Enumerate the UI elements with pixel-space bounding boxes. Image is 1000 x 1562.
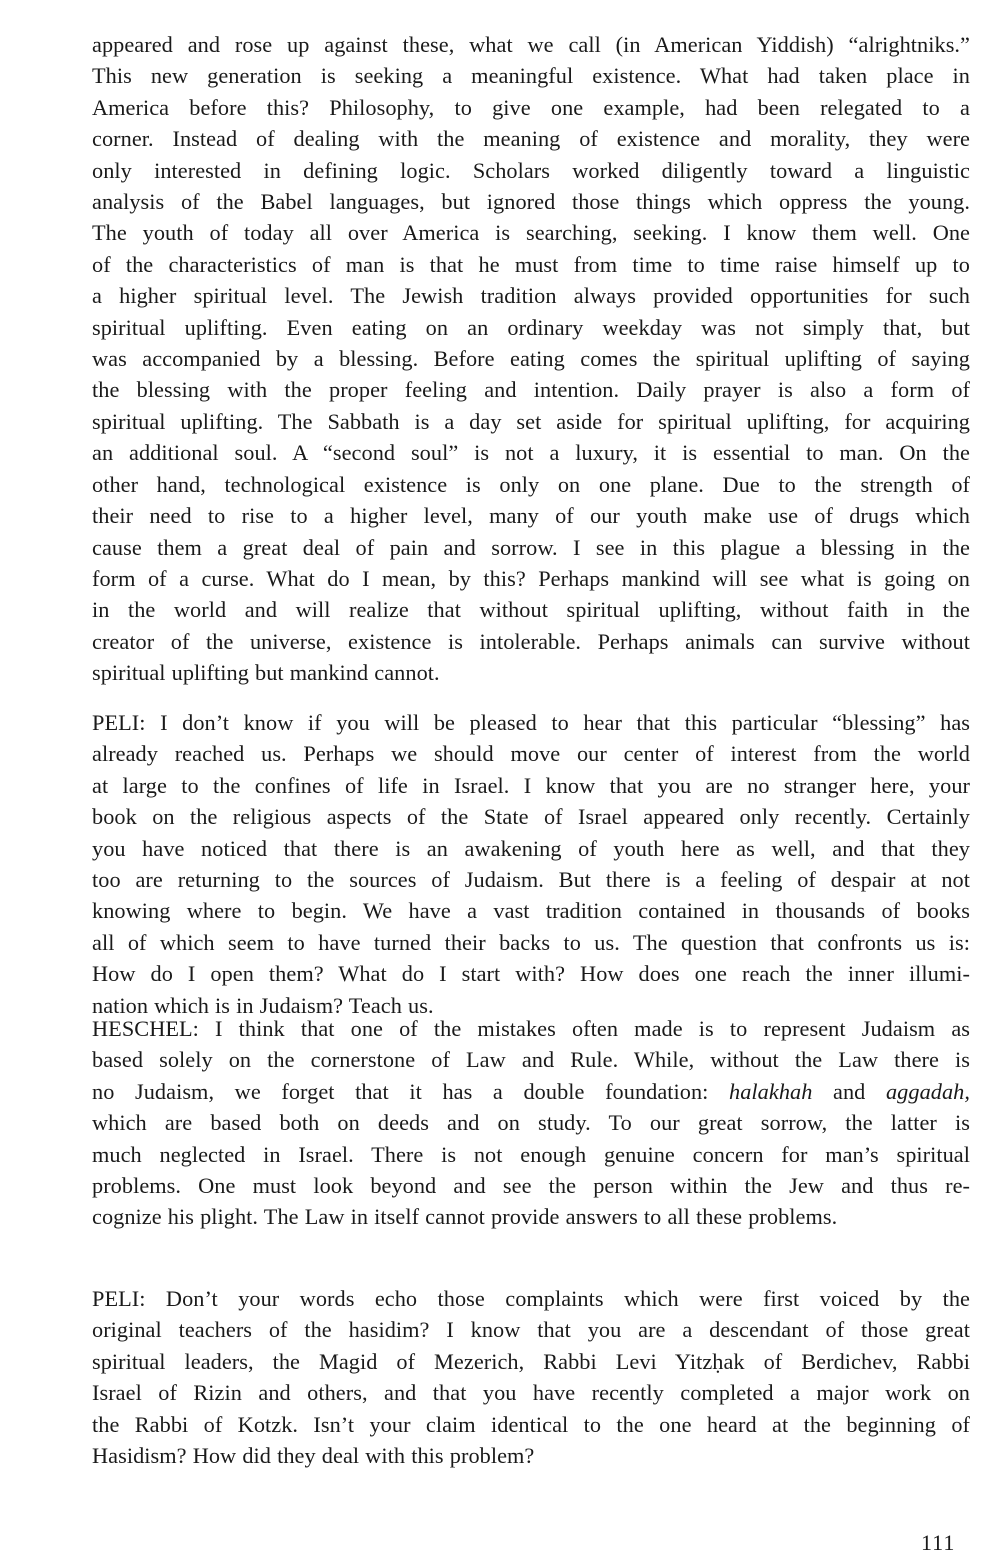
text-line: other hand, technological existence is only on one plane. Due to the strength of	[92, 471, 970, 497]
text-line: Israel of Rizin and others, and that you have recently completed a major work on	[92, 1380, 970, 1406]
text-line: their need to rise to a higher level, many of our youth make use of drugs which	[92, 503, 970, 529]
text-line: of the characteristics of man is that he must from time to time raise himself up to	[92, 251, 970, 277]
text-line: spiritual uplifting. Even eating on an ordinary weekday was not simply that, but	[92, 314, 970, 340]
text-line: knowing where to begin. We have a vast tradition contained in thousands of books	[92, 898, 970, 924]
text-line: analysis of the Babel languages, but ignored those things which oppress the young.	[92, 189, 970, 215]
text-line: which are based both on deeds and on study. To our great sorrow, the latter is	[92, 1110, 970, 1136]
text-line: in the world and will realize that without spiritual uplifting, without faith in the	[92, 597, 970, 623]
text-line: America before this? Philosophy, to give one example, had been relegated to a	[92, 94, 970, 120]
text-line: was accompanied by a blessing. Before eating comes the spiritual uplifting of saying	[92, 346, 970, 372]
body-text	[92, 1013, 970, 1233]
text-line: appeared and rose up against these, what we call (in American Yiddish) “alrightniks.”	[92, 32, 970, 57]
text-line: the Rabbi of Kotzk. Isn’t your claim identical to the one heard at the beginning of	[92, 1411, 970, 1437]
text-line: problems. One must look beyond and see the person within the Jew and thus re-	[92, 1173, 970, 1199]
text-line: nation which is in Judaism? Teach us.	[92, 992, 434, 1018]
text-line: spiritual uplifting. The Sabbath is a day set aside for spiritual uplifting, for acquiring	[92, 408, 970, 434]
text-line: too are returning to the sources of Judaism. But there is a feeling of despair at not	[92, 867, 970, 893]
text-line: much neglected in Israel. There is not enough genuine concern for man’s spiritual	[92, 1141, 970, 1167]
text-line: cause them a great deal of pain and sorrow. I see in this plague a blessing in the	[92, 534, 970, 560]
text-line: an additional soul. A “second soul” is not a luxury, it is essential to man. On the	[92, 440, 970, 466]
text-line: PELI: Don’t your words echo those complaints which were first voiced by the	[92, 1286, 970, 1311]
text-line: already reached us. Perhaps we should move our center of interest from the world	[92, 741, 970, 767]
text-line: spiritual uplifting but mankind cannot.	[92, 660, 440, 686]
text-line: all of which seem to have turned their backs to us. The question that confronts us is:	[92, 929, 970, 955]
text-line: How do I open them? What do I start with? How does one reach the inner illumi-	[92, 961, 970, 987]
text-line: only interested in defining logic. Scholars worked diligently toward a linguistic	[92, 157, 970, 183]
body-text	[92, 707, 970, 1021]
body-text	[92, 29, 970, 689]
text-line: based solely on the cornerstone of Law and Rule. While, without the Law there is	[92, 1047, 970, 1073]
paragraph-4	[92, 1283, 970, 1471]
text-line: This new generation is seeking a meaningful existence. What had taken place in	[92, 63, 970, 89]
text-line: The youth of today all over America is searching, seeking. I know them well. One	[92, 220, 970, 246]
text-line: creator of the universe, existence is intolerable. Perhaps animals can survive without	[92, 628, 970, 654]
text-line: you have noticed that there is an awakening of youth here as well, and that they	[92, 835, 970, 861]
text-line: corner. Instead of dealing with the meaning of existence and morality, they were	[92, 126, 970, 152]
text-line: the blessing with the proper feeling and intention. Daily prayer is also a form of	[92, 377, 970, 403]
text-line: at large to the confines of life in Israel. I know that you are no stranger here, your	[92, 772, 970, 798]
paragraph-3	[92, 1013, 970, 1233]
body-text	[92, 1283, 970, 1471]
text-line: form of a curse. What do I mean, by this? Perhaps mankind will see what is going on	[92, 565, 970, 591]
text-line: HESCHEL: I think that one of the mistakes often made is to represent Judaism as	[92, 1016, 970, 1041]
text-line: no Judaism, we forget that it has a double foundation: halakhah and aggadah,	[92, 1078, 970, 1104]
text-line: a higher spiritual level. The Jewish tradition always provided opportunities for such	[92, 283, 970, 309]
paragraph-1	[92, 29, 970, 689]
text-line: original teachers of the hasidim? I know that you are a descendant of those great	[92, 1317, 970, 1343]
paragraph-2	[92, 707, 970, 1021]
text-line: PELI: I don’t know if you will be pleased to hear that this particular “blessing” has	[92, 710, 970, 735]
text-line: book on the religious aspects of the State of Israel appeared only recently. Certainly	[92, 804, 970, 830]
text-line: cognize his plight. The Law in itself cannot provide answers to all these problems.	[92, 1204, 838, 1230]
page-number: 111	[921, 1530, 956, 1555]
text-line: spiritual leaders, the Magid of Mezerich, Rabbi Levi Yitzḥak of Berdichev, Rabbi	[92, 1348, 970, 1374]
text-line: Hasidism? How did they deal with this problem?	[92, 1443, 535, 1469]
